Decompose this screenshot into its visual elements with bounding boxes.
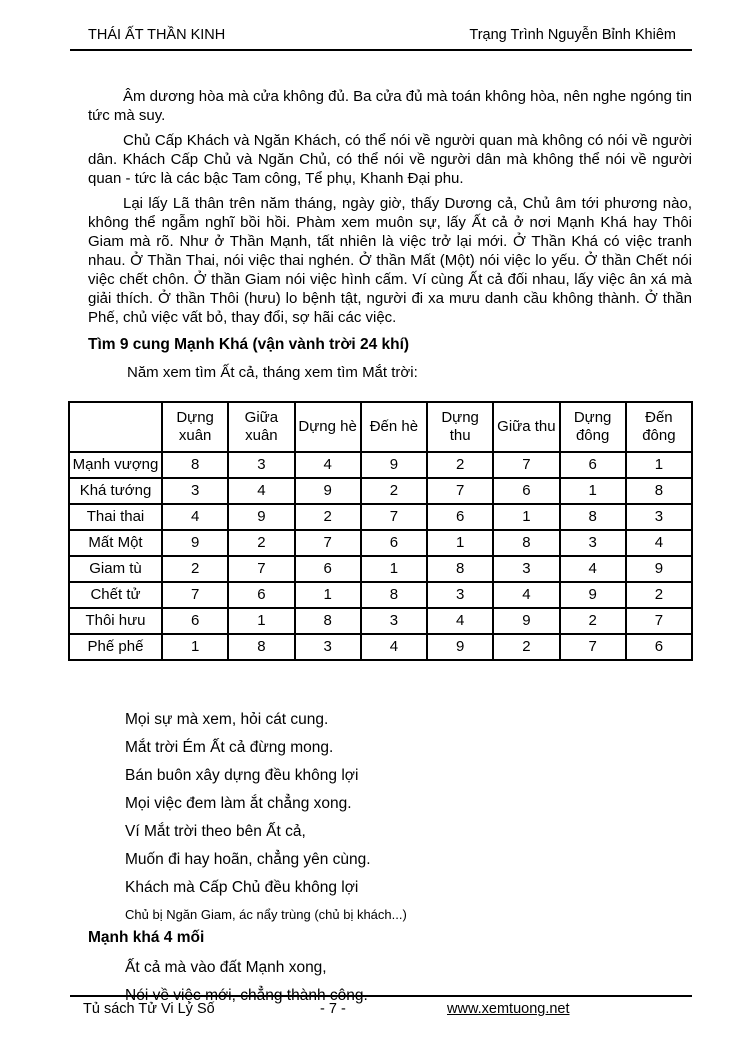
table-cell: 6 bbox=[626, 634, 692, 660]
table-row bbox=[69, 582, 692, 608]
table-cell: 9 bbox=[162, 530, 228, 556]
verse-line: Nói về việc mới, chẳng thành công. bbox=[125, 987, 368, 1004]
table-cell: 3 bbox=[162, 478, 228, 504]
table-cell: 6 bbox=[162, 608, 228, 634]
verse-block bbox=[70, 706, 692, 902]
table-cell: 7 bbox=[427, 478, 493, 504]
verse-line: Mắt trời Ém Ất cả đừng mong. bbox=[125, 739, 334, 756]
table-cell: 8 bbox=[361, 582, 427, 608]
table-row-label: Mạnh vượng bbox=[69, 452, 162, 478]
table-cell: 8 bbox=[626, 478, 692, 504]
table-cell: 4 bbox=[626, 530, 692, 556]
table-cell: 1 bbox=[361, 556, 427, 582]
table-cell: 2 bbox=[427, 452, 493, 478]
table-cell: 7 bbox=[626, 608, 692, 634]
table-row bbox=[69, 478, 692, 504]
table-row bbox=[69, 504, 692, 530]
author-name: Trạng Trình Nguyễn Bỉnh Khiêm bbox=[469, 27, 676, 43]
table-cell: 6 bbox=[228, 582, 294, 608]
table-cell: 2 bbox=[626, 582, 692, 608]
table-cell: 4 bbox=[228, 478, 294, 504]
verse-line: Mọi sự mà xem, hỏi cát cung. bbox=[125, 711, 329, 728]
table-cell: 7 bbox=[295, 530, 361, 556]
page-number: - 7 - bbox=[320, 1001, 346, 1017]
table-cell: 4 bbox=[361, 634, 427, 660]
section-heading-manh-kha-4-moi: Mạnh khá 4 mối bbox=[88, 929, 205, 946]
table-cell: 3 bbox=[295, 634, 361, 660]
manh-kha-season-table bbox=[68, 401, 693, 661]
table-cell: 7 bbox=[560, 634, 626, 660]
table-column-header: Đến đông bbox=[626, 402, 692, 452]
table-cell: 4 bbox=[493, 582, 559, 608]
table-cell: 1 bbox=[228, 608, 294, 634]
table-column-header: Đến hè bbox=[361, 402, 427, 452]
table-cell: 8 bbox=[427, 556, 493, 582]
table-row-label: Thôi hưu bbox=[69, 608, 162, 634]
table-cell: 2 bbox=[295, 504, 361, 530]
table-cell: 8 bbox=[295, 608, 361, 634]
table-cell: 2 bbox=[228, 530, 294, 556]
table-cell: 6 bbox=[427, 504, 493, 530]
table-row bbox=[69, 530, 692, 556]
page-footer bbox=[70, 995, 692, 1027]
table-cell: 4 bbox=[427, 608, 493, 634]
verse-line: Bán buôn xây dựng đều không lợi bbox=[125, 767, 359, 784]
table-row-label: Thai thai bbox=[69, 504, 162, 530]
table-cell: 9 bbox=[295, 478, 361, 504]
verse-line: Khách mà Cấp Chủ đều không lợi bbox=[125, 879, 359, 896]
table-cell: 2 bbox=[162, 556, 228, 582]
paragraph-1: Âm dương hòa mà cửa không đủ. Ba cửa đủ mà toán không hòa, nên nghe ngóng tin tức mà suy. bbox=[88, 88, 692, 124]
table-cell: 9 bbox=[493, 608, 559, 634]
table-cell: 7 bbox=[228, 556, 294, 582]
table-cell: 6 bbox=[493, 478, 559, 504]
table-cell: 6 bbox=[295, 556, 361, 582]
table-cell: 9 bbox=[560, 582, 626, 608]
table-header-row bbox=[69, 402, 692, 452]
table-cell: 2 bbox=[560, 608, 626, 634]
table-cell: 1 bbox=[295, 582, 361, 608]
verse-line: Ví Mắt trời theo bên Ất cả, bbox=[125, 823, 306, 840]
table-cell: 8 bbox=[162, 452, 228, 478]
verse-note: Chủ bị Ngăn Giam, ác nẩy trùng (chủ bị khách...) bbox=[125, 907, 407, 922]
table-cell: 6 bbox=[361, 530, 427, 556]
verse-line: Ất cả mà vào đất Mạnh xong, bbox=[125, 959, 327, 976]
table-cell: 3 bbox=[228, 452, 294, 478]
table-cell: 1 bbox=[560, 478, 626, 504]
table-cell: 7 bbox=[493, 452, 559, 478]
footer-series-title: Tủ sách Tử Vi Lý Số bbox=[83, 1001, 215, 1017]
table-column-header: Giữa thu bbox=[493, 402, 559, 452]
table-row-label: Chết tử bbox=[69, 582, 162, 608]
table-row bbox=[69, 452, 692, 478]
table-cell: 4 bbox=[560, 556, 626, 582]
page-header-row bbox=[70, 27, 692, 44]
table-row-label: Giam tù bbox=[69, 556, 162, 582]
table-row bbox=[69, 634, 692, 660]
table-cell: 7 bbox=[162, 582, 228, 608]
table-cell: 6 bbox=[560, 452, 626, 478]
table-cell: 9 bbox=[361, 452, 427, 478]
table-row-label: Phế phế bbox=[69, 634, 162, 660]
table-corner-cell bbox=[69, 402, 162, 452]
table-cell: 4 bbox=[162, 504, 228, 530]
table-cell: 9 bbox=[427, 634, 493, 660]
table-column-header: Dựng đông bbox=[560, 402, 626, 452]
table-cell: 1 bbox=[493, 504, 559, 530]
table-cell: 3 bbox=[493, 556, 559, 582]
table-row bbox=[69, 608, 692, 634]
table-row bbox=[69, 556, 692, 582]
verse-line: Mọi việc đem làm ắt chẳng xong. bbox=[125, 795, 352, 812]
table-cell: 4 bbox=[295, 452, 361, 478]
table-cell: 8 bbox=[493, 530, 559, 556]
table-cell: 1 bbox=[427, 530, 493, 556]
table-cell: 3 bbox=[560, 530, 626, 556]
paragraph-3: Lại lấy Lã thân trên năm tháng, ngày giờ, thấy Dương cả, Chủ âm tới phương nào, không thể ngẫm nghĩ bồi hồi. Phàm xem muôn sự, lấy Ất cả ở nơi Mạnh Khá hay Thôi Giam mà rõ. Như ở Thần Mạnh, tất nhiên là việc trở lại mới. Ở Thần Khá có việc tranh nhau. Ở Thần Thai, nói việc thai nghén. Ở thần Mất (Một) nói việc lo yếu. Ở thần Chết nói việc chết chôn. Ở thần Giam nói việc hình cấm. Ví cùng Ất cả đối nhau, lấy việc ân xá mà giải thích. Ở thần Thôi (hưu) lo bệnh tật, người đi xa mưu danh cầu không thành. Ở thần Phế, chủ việc vất bỏ, thay đổi, sợ hãi các việc. bbox=[88, 195, 692, 326]
table-column-header: Giữa xuân bbox=[228, 402, 294, 452]
table-row-label: Khá tướng bbox=[69, 478, 162, 504]
table-cell: 8 bbox=[228, 634, 294, 660]
table-cell: 1 bbox=[162, 634, 228, 660]
table-cell: 2 bbox=[493, 634, 559, 660]
table-cell: 8 bbox=[560, 504, 626, 530]
table-row-label: Mất Một bbox=[69, 530, 162, 556]
table-column-header: Dựng xuân bbox=[162, 402, 228, 452]
table-cell: 2 bbox=[361, 478, 427, 504]
table-cell: 9 bbox=[228, 504, 294, 530]
table-cell: 3 bbox=[626, 504, 692, 530]
table-intro-line: Năm xem tìm Ất cả, tháng xem tìm Mắt trời: bbox=[127, 364, 418, 381]
table-cell: 1 bbox=[626, 452, 692, 478]
table-cell: 7 bbox=[361, 504, 427, 530]
table-cell: 3 bbox=[361, 608, 427, 634]
table-column-header: Dựng thu bbox=[427, 402, 493, 452]
footer-website-link[interactable]: www.xemtuong.net bbox=[447, 1001, 570, 1017]
verse-line: Muốn đi hay hoãn, chẳng yên cùng. bbox=[125, 851, 371, 868]
table-column-header: Dựng hè bbox=[295, 402, 361, 452]
paragraph-2: Chủ Cấp Khách và Ngăn Khách, có thể nói về người quan mà không có nói về người dân. Khách Cấp Chủ và Ngăn Chủ, có thể nói về người dân mà không thể nói về người quan - tức là các bậc Tam công, Tể phụ, Khanh Đại phu. bbox=[88, 132, 692, 187]
table-cell: 9 bbox=[626, 556, 692, 582]
page-header bbox=[70, 0, 692, 51]
section-heading-tim-9-cung: Tìm 9 cung Mạnh Khá (vận vành trời 24 khí) bbox=[88, 336, 410, 353]
book-title: THÁI ẤT THẦN KINH bbox=[88, 27, 226, 43]
table-cell: 3 bbox=[427, 582, 493, 608]
